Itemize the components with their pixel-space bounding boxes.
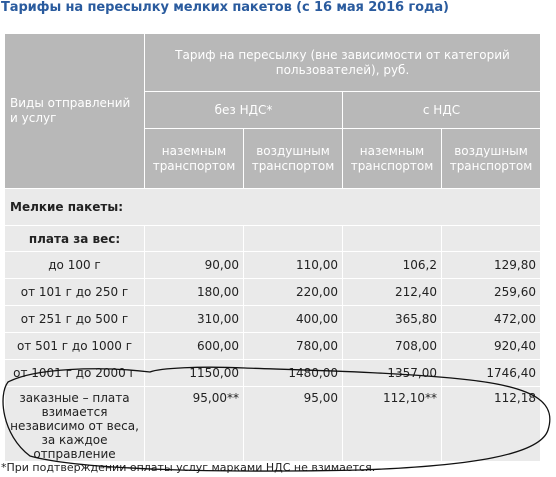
subsection-heading: плата за вес: xyxy=(5,226,145,252)
price-cell: 129,80 xyxy=(442,252,541,279)
price-cell: 1357,00 xyxy=(343,360,442,387)
price-cell: 365,80 xyxy=(343,306,442,333)
price-cell: 400,00 xyxy=(244,306,343,333)
price-cell: 780,00 xyxy=(244,333,343,360)
row-label: от 1001 г до 2000 г xyxy=(5,360,145,387)
price-cell: 310,00 xyxy=(145,306,244,333)
footnote: *При подтверждении оплаты услуг марками НДС не взимается. xyxy=(1,461,376,474)
header-land-with-vat: наземным транспортом xyxy=(343,129,442,189)
price-cell: 220,00 xyxy=(244,279,343,306)
price-cell: 112,10** xyxy=(343,387,442,462)
price-cell: 708,00 xyxy=(343,333,442,360)
price-cell: 920,40 xyxy=(442,333,541,360)
header-without-vat: без НДС* xyxy=(145,92,343,129)
row-label: от 501 г до 1000 г xyxy=(5,333,145,360)
table-row xyxy=(5,333,541,360)
header-air-with-vat: воздушным транспортом xyxy=(442,129,541,189)
header-land-without-vat: наземным транспортом xyxy=(145,129,244,189)
table-row xyxy=(5,252,541,279)
price-cell: 112,18 xyxy=(442,387,541,462)
row-label: от 251 г до 500 г xyxy=(5,306,145,333)
header-tariff: Тариф на пересылку (вне зависимости от категорий пользователей), руб. xyxy=(145,34,541,92)
table-row-registered xyxy=(5,387,541,462)
price-cell: 259,60 xyxy=(442,279,541,306)
table-row xyxy=(5,306,541,333)
price-cell: 600,00 xyxy=(145,333,244,360)
price-cell: 110,00 xyxy=(244,252,343,279)
tariff-table xyxy=(4,33,541,462)
registered-label: заказные – плата взимается независимо от веса, за каждое отправление xyxy=(5,387,145,462)
price-cell: 90,00 xyxy=(145,252,244,279)
section-heading: Мелкие пакеты: xyxy=(5,189,541,226)
page-title: Тарифы на пересылку мелких пакетов (с 16 мая 2016 года) xyxy=(1,0,449,15)
table-row xyxy=(5,279,541,306)
table-row xyxy=(5,360,541,387)
price-cell: 106,2 xyxy=(343,252,442,279)
price-cell: 1746,40 xyxy=(442,360,541,387)
price-cell: 472,00 xyxy=(442,306,541,333)
row-label: до 100 г xyxy=(5,252,145,279)
price-cell: 1480,00 xyxy=(244,360,343,387)
price-cell: 212,40 xyxy=(343,279,442,306)
header-kinds: Виды отправлений и услуг xyxy=(5,34,145,189)
price-cell: 180,00 xyxy=(145,279,244,306)
price-cell: 95,00** xyxy=(145,387,244,462)
header-air-without-vat: воздушным транспортом xyxy=(244,129,343,189)
price-cell: 1150,00 xyxy=(145,360,244,387)
row-label: от 101 г до 250 г xyxy=(5,279,145,306)
header-with-vat: с НДС xyxy=(343,92,541,129)
price-cell: 95,00 xyxy=(244,387,343,462)
